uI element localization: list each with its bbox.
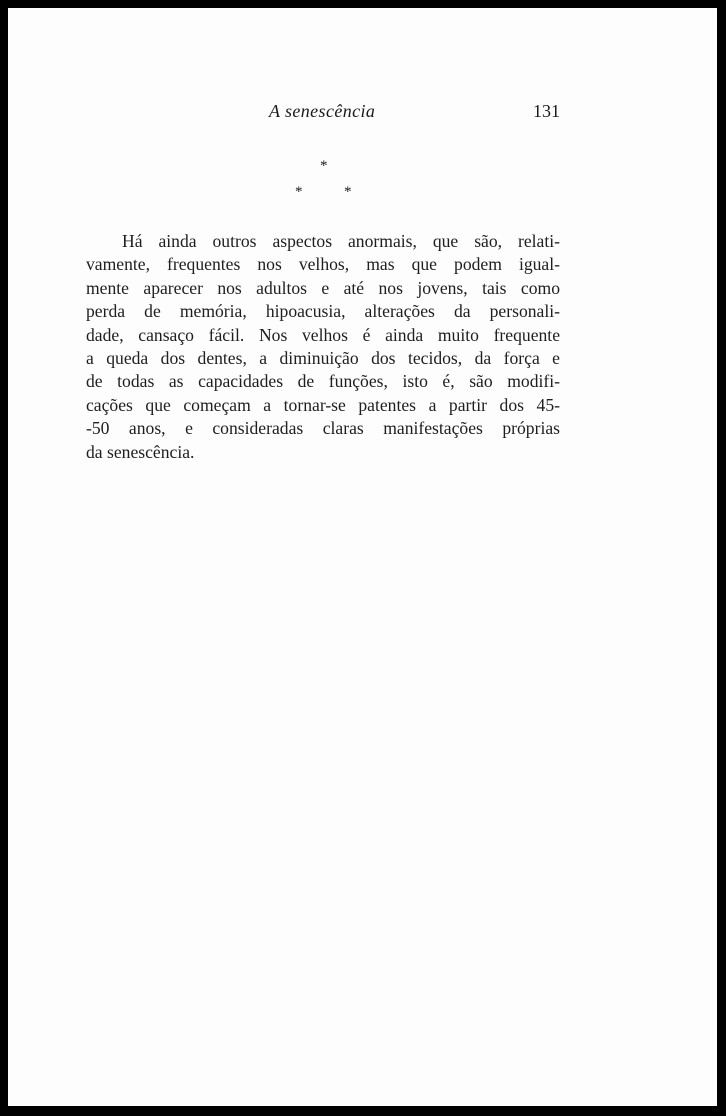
body-paragraph: [86, 230, 560, 464]
paragraph-line: mente aparecer nos adultos e até nos jovens, tais como: [86, 277, 560, 298]
chapter-title: A senescência: [269, 101, 376, 121]
asterisk-right: *: [344, 184, 352, 200]
section-separator: [8, 158, 717, 208]
paragraph-line: de todas as capacidades de funções, isto é, são modifi-: [86, 371, 560, 392]
paragraph-line: perda de memória, hipoacusia, alterações da personali-: [86, 301, 560, 322]
page-number: 131: [533, 101, 560, 121]
paragraph-line: -50 anos, e consideradas claras manifestações próprias: [86, 418, 560, 439]
paragraph-line: da senescência.: [86, 441, 195, 462]
paragraph-line: dade, cansaço fácil. Nos velhos é ainda muito frequente: [86, 324, 560, 345]
book-page: [8, 8, 717, 1106]
asterisk-left: *: [295, 184, 303, 200]
asterisk-top: *: [320, 158, 328, 174]
paragraph-line: a queda dos dentes, a diminuição dos tecidos, da força e: [86, 348, 560, 369]
paragraph-line: cações que começam a tornar-se patentes a partir dos 45-: [86, 394, 560, 415]
paragraph-line: Há ainda outros aspectos anormais, que são, relati-: [122, 231, 560, 251]
paragraph-line: vamente, frequentes nos velhos, mas que podem igual-: [86, 254, 560, 275]
running-head: [8, 101, 717, 125]
